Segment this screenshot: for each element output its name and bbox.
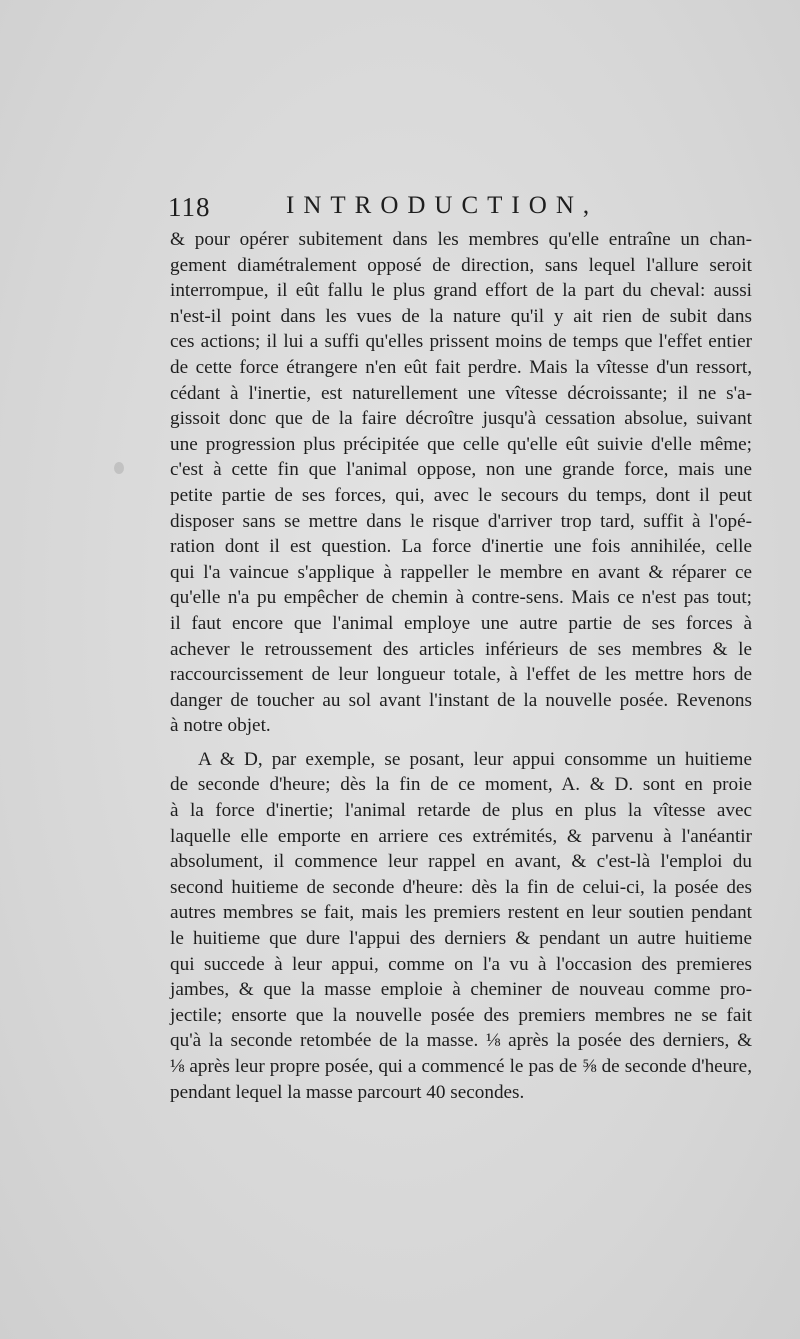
text-line: de seconde d'heure; dès la fin de ce moment, A. & D. sont en proie bbox=[170, 774, 752, 796]
text-line: cédant à l'inertie, est naturellement une vîtesse décroissante; il ne s'a- bbox=[170, 382, 752, 404]
text-line: ces actions; il lui a suffi qu'elles prissent moins de temps que l'effet entier bbox=[170, 331, 752, 353]
text-line: danger de toucher au sol avant l'instant de la nouvelle posée. Revenons bbox=[170, 689, 752, 711]
text-line: raccourcissement de leur longueur totale, à l'effet de les mettre hors de bbox=[170, 664, 752, 686]
page-number: 118 bbox=[168, 192, 211, 222]
page-header bbox=[168, 192, 638, 228]
text-line: gissoit donc que de la faire décroître jusqu'à cessation absolue, suivant bbox=[170, 408, 752, 430]
text-line: ration dont il est question. La force d'inertie une fois annihilée, celle bbox=[170, 536, 752, 558]
text-line: second huitieme de seconde d'heure: dès la fin de celui-ci, la posée des bbox=[170, 876, 752, 898]
body-text bbox=[170, 227, 752, 1105]
ink-smudge bbox=[114, 462, 124, 474]
text-line: le huitieme que dure l'appui des derniers & pendant un autre huitieme bbox=[170, 928, 752, 950]
text-line: qui l'a vaincue s'applique à rappeller le membre en avant & réparer ce bbox=[170, 561, 752, 583]
text-line: petite partie de ses forces, qui, avec le secours du temps, dont il peut bbox=[170, 484, 752, 506]
text-line: à la force d'inertie; l'animal retarde de plus en plus la vîtesse avec bbox=[170, 800, 752, 822]
text-line: de cette force étrangere n'en eût fait perdre. Mais la vîtesse d'un ressort, bbox=[170, 356, 752, 378]
text-line: autres membres se fait, mais les premiers restent en leur soutien pendant bbox=[170, 902, 752, 924]
text-line: achever le retroussement des articles inférieurs de ses membres & le bbox=[170, 638, 752, 660]
text-line: laquelle elle emporte en arriere ces extrémités, & parvenu à l'anéantir bbox=[170, 825, 752, 847]
text-line: pendant lequel la masse parcourt 40 secondes. bbox=[170, 1081, 525, 1103]
running-title: INTRODUCTION, bbox=[286, 192, 599, 219]
text-line: absolument, il commence leur rappel en avant, & c'est-là l'emploi du bbox=[170, 851, 752, 873]
text-line: interrompue, il eût fallu le plus grand effort de la part du cheval: aussi bbox=[170, 280, 752, 302]
text-line: jambes, & que la masse emploie à cheminer de nouveau comme pro- bbox=[170, 979, 752, 1001]
text-line: qu'elle n'a pu empêcher de chemin à contre-sens. Mais ce n'est pas tout; bbox=[170, 587, 752, 609]
text-line: c'est à cette fin que l'animal oppose, non une grande force, mais une bbox=[170, 459, 752, 481]
paragraph-2 bbox=[170, 747, 752, 1105]
text-line: jectile; ensorte que la nouvelle posée des premiers membres ne se fait bbox=[170, 1004, 752, 1026]
text-line: il faut encore que l'animal employe une autre partie de ses forces à bbox=[170, 612, 752, 634]
text-line: ⅛ après leur propre posée, qui a commencé le pas de ⅝ de seconde d'heure, bbox=[170, 1056, 752, 1077]
text-line: A & D, par exemple, se posant, leur appui consomme un huitieme bbox=[198, 748, 752, 770]
text-line: disposer sans se mettre dans le risque d'arriver trop tard, suffit à l'opé- bbox=[170, 510, 752, 532]
text-line: n'est-il point dans les vues de la nature qu'il y ait rien de subit dans bbox=[170, 305, 752, 327]
text-line: une progression plus précipitée que celle qu'elle eût suivie d'elle même; bbox=[170, 433, 752, 455]
text-line: qui succede à leur appui, comme on l'a vu à l'occasion des premieres bbox=[170, 953, 752, 975]
text-line: & pour opérer subitement dans les membres qu'elle entraîne un chan- bbox=[170, 229, 752, 250]
paragraph-1 bbox=[170, 227, 752, 739]
text-line: gement diamétralement opposé de direction, sans lequel l'allure seroit bbox=[170, 254, 752, 276]
text-line: qu'à la seconde retombée de la masse. ⅛ après la posée des derniers, & bbox=[170, 1030, 752, 1052]
text-line: à notre objet. bbox=[170, 715, 271, 737]
